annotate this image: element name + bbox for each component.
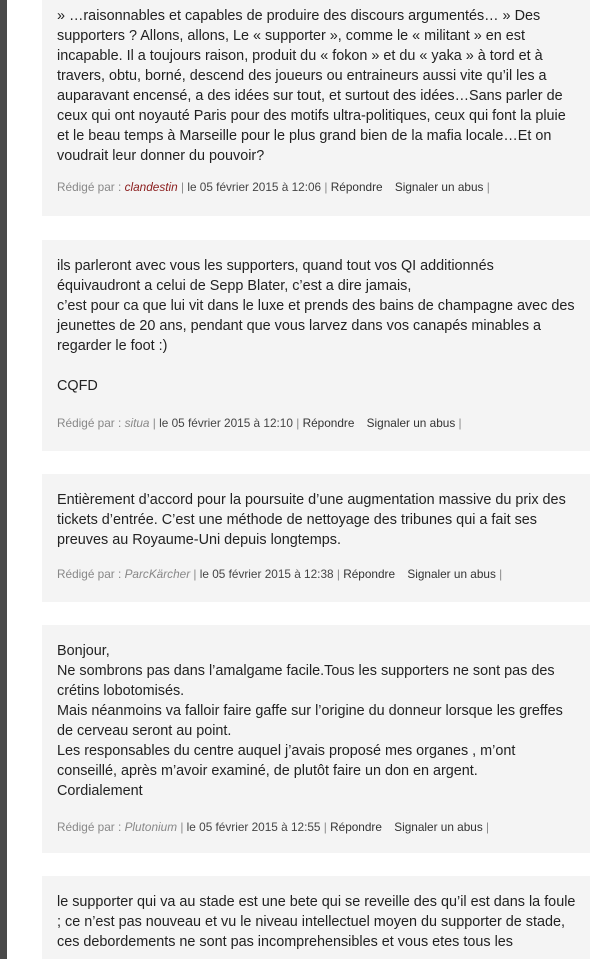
separator: | [152,416,156,430]
separator: | [486,180,490,194]
separator: | [323,820,327,834]
page-left-border [0,0,7,959]
report-abuse-link[interactable]: Signaler un abus [394,820,483,834]
separator: | [180,820,184,834]
comment-text: ils parleront avec vous les supporters, quand tout vos QI additionnés équivaudront a celui de Sepp Blater, c’est a dire jamais, c’est pour ca que lui vit dans le luxe et prends des bains de champagne avec des jeunettes de 20 ans, pendant que vous larvez dans vos canapés minables a regarder le foot :) CQFD [57,258,575,394]
reply-link[interactable]: Répondre [330,820,382,834]
comment-meta [57,819,576,835]
comment-date: le 05 février 2015 à 12:38 [199,567,334,581]
comment-author-link[interactable]: ParcKärcher [124,567,191,581]
comment-author-link[interactable]: clandestin [124,180,178,194]
comment-item [42,240,590,451]
comment-date: le 05 février 2015 à 12:55 [186,820,321,834]
separator: | [180,180,185,194]
separator: | [324,180,328,194]
report-abuse-link[interactable]: Signaler un abus [366,416,456,430]
report-abuse-link[interactable]: Signaler un abus [407,567,496,581]
comment-date: le 05 février 2015 à 12:10 [159,416,293,430]
reply-link[interactable]: Répondre [343,567,396,581]
separator: | [458,416,462,430]
comment-item [42,876,590,959]
posted-by-label: Rédigé par : [57,416,122,430]
comment-item [42,474,590,602]
separator: | [296,416,300,430]
comment-meta [57,566,576,582]
separator: | [499,567,503,581]
comment-item [42,0,590,216]
separator: | [336,567,340,581]
separator: | [193,567,197,581]
posted-by-label: Rédigé par : [57,820,122,834]
comment-author-link[interactable]: situa [124,416,150,430]
posted-by-label: Rédigé par : [57,180,122,194]
reply-link[interactable]: Répondre [330,180,383,194]
posted-by-label: Rédigé par : [57,567,122,581]
comment-text: le supporter qui va au stade est une bete qui se reveille des qu’il est dans la foule ; ce n’est pas nouveau et vu le niveau intellectuel moyen du supporter de stade, ces debordements ne sont pas incomprehensibles et vous etes tous les [57,894,576,950]
comment-meta [57,415,576,431]
comment-date: le 05 février 2015 à 12:06 [187,180,322,194]
comment-item [42,625,590,853]
comment-text: Entièrement d’accord pour la poursuite d’une augmentation massive du prix des tickets d’entrée. C’est une méthode de nettoyage des tribunes qui a fait ses preuves au Royaume-Uni depuis longtemps. [57,492,566,548]
comment-author-link[interactable]: Plutonium [124,820,178,834]
report-abuse-link[interactable]: Signaler un abus [394,180,484,194]
reply-link[interactable]: Répondre [302,416,355,430]
comment-meta [57,179,576,195]
comment-text: » …raisonnables et capables de produire des discours argumentés… » Des supporters ? Allons, allons, Le « supporter », comme le « militant » en est incapable. Il a toujours raison, produit du « fokon » et du « yaka » à tord et à travers, obtu, borné, descend des joueurs ou entraineurs aussi vite qu’il les a auparavant encensé, a des idées sur tout, et surtout des idées…Sans parler de ceux qui ont noyauté Paris pour des motifs ultra-politiques, ceux qui font la pluie et le beau temps à Marseille pour le plus grand bien de la mafia locale…Et on voudrait leur donner du pouvoir? [57,8,566,164]
comment-text: Bonjour, Ne sombrons pas dans l’amalgame facile.Tous les supporters ne sont pas des crétins lobotomisés. Mais néanmoins va falloir faire gaffe sur l’origine du donneur lorsque les greffes de cerveau seront au point. Les responsables du centre auquel j’avais proposé mes organes , m’ont conseillé, après m’avoir examiné, de plutôt faire un don en argent. Cordialement [57,643,563,799]
separator: | [486,820,490,834]
